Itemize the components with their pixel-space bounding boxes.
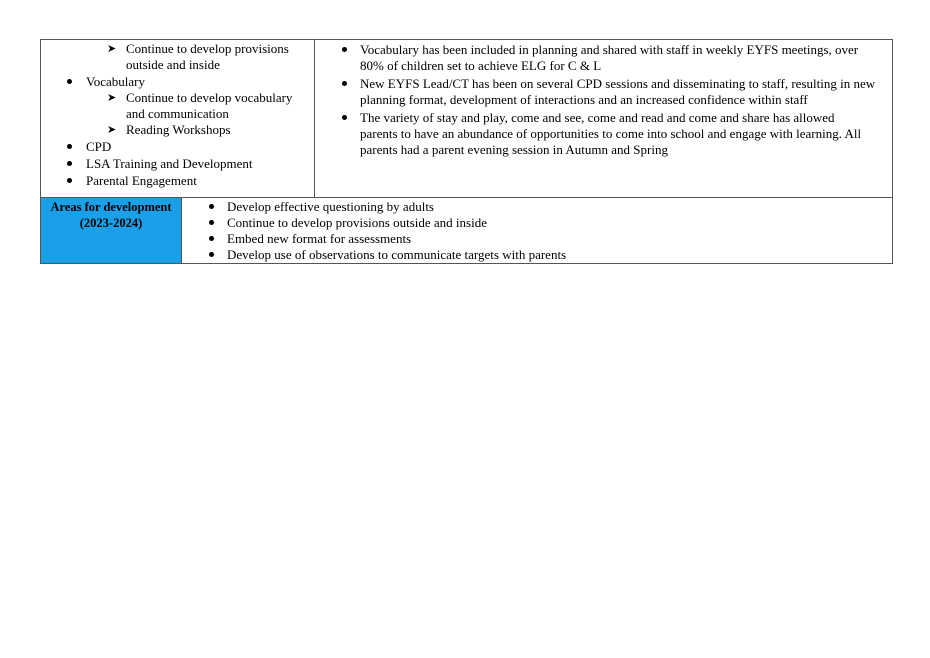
dev-item-4: Develop use of observations to communicate targets with parents	[227, 247, 567, 262]
bullet-dot-icon	[67, 144, 72, 149]
impact-cell	[315, 40, 893, 198]
bullet-dot-icon	[342, 81, 347, 86]
arrow-bullet-icon: ➤	[107, 42, 117, 55]
list-item-vocab-communication: Continue to develop vocabulary	[126, 90, 293, 105]
areas-label-title: Areas for development	[50, 200, 172, 214]
impact-item-3-line-3: parents had a parent evening session in Autumn and Spring	[360, 142, 668, 157]
bullet-dot-icon	[67, 79, 72, 84]
list-item-reading-workshops: Reading Workshops	[126, 122, 231, 137]
list-item-lsa: LSA Training and Development	[86, 156, 253, 171]
dev-item-1: Develop effective questioning by adults	[227, 199, 434, 214]
bullet-dot-icon	[342, 47, 347, 52]
arrow-bullet-icon: ➤	[107, 91, 117, 104]
bullet-dot-icon	[67, 178, 72, 183]
impact-item-3-line-1: The variety of stay and play, come and see, come and read and come and share has allowed	[360, 110, 835, 125]
areas-list-cell	[182, 198, 893, 264]
bullet-dot-icon	[67, 161, 72, 166]
focus-areas-cell	[41, 40, 315, 198]
areas-label-year: (2023-2024)	[79, 216, 143, 230]
table-row-outcomes	[41, 40, 893, 198]
dev-item-3: Embed new format for assessments	[227, 231, 412, 246]
bullet-dot-icon	[342, 115, 347, 120]
dev-item-2: Continue to develop provisions outside and inside	[227, 215, 487, 230]
list-item-vocabulary: Vocabulary	[86, 74, 145, 89]
bullet-dot-icon	[209, 252, 214, 257]
impact-item-1-line-1: Vocabulary has been included in planning and shared with staff in weekly EYFS meetings, over	[360, 42, 859, 57]
table-row-areas-for-development	[41, 198, 893, 264]
bullet-dot-icon	[209, 220, 214, 225]
list-item-provisions: Continue to develop provisions	[126, 41, 289, 56]
arrow-bullet-icon: ➤	[107, 123, 117, 136]
list-item-parental: Parental Engagement	[86, 173, 197, 188]
impact-item-1-line-2: 80% of children set to achieve ELG for C & L	[360, 58, 602, 73]
impact-item-3-line-2: parents to have an abundance of opportunities to come into school and engage with learning. All	[360, 126, 862, 141]
areas-label-cell	[41, 198, 182, 264]
bullet-dot-icon	[209, 236, 214, 241]
list-item-cpd: CPD	[86, 139, 112, 154]
list-item-vocab-communication-cont: and communication	[126, 106, 229, 121]
bullet-dot-icon	[209, 204, 214, 209]
impact-item-2-line-2: planning format, development of interactions and an increased confidence within staff	[360, 92, 808, 107]
impact-item-2-line-1: New EYFS Lead/CT has been on several CPD sessions and disseminating to staff, resulting in new	[360, 76, 876, 91]
summary-table	[40, 39, 893, 264]
list-item-provisions-cont: outside and inside	[126, 57, 220, 72]
